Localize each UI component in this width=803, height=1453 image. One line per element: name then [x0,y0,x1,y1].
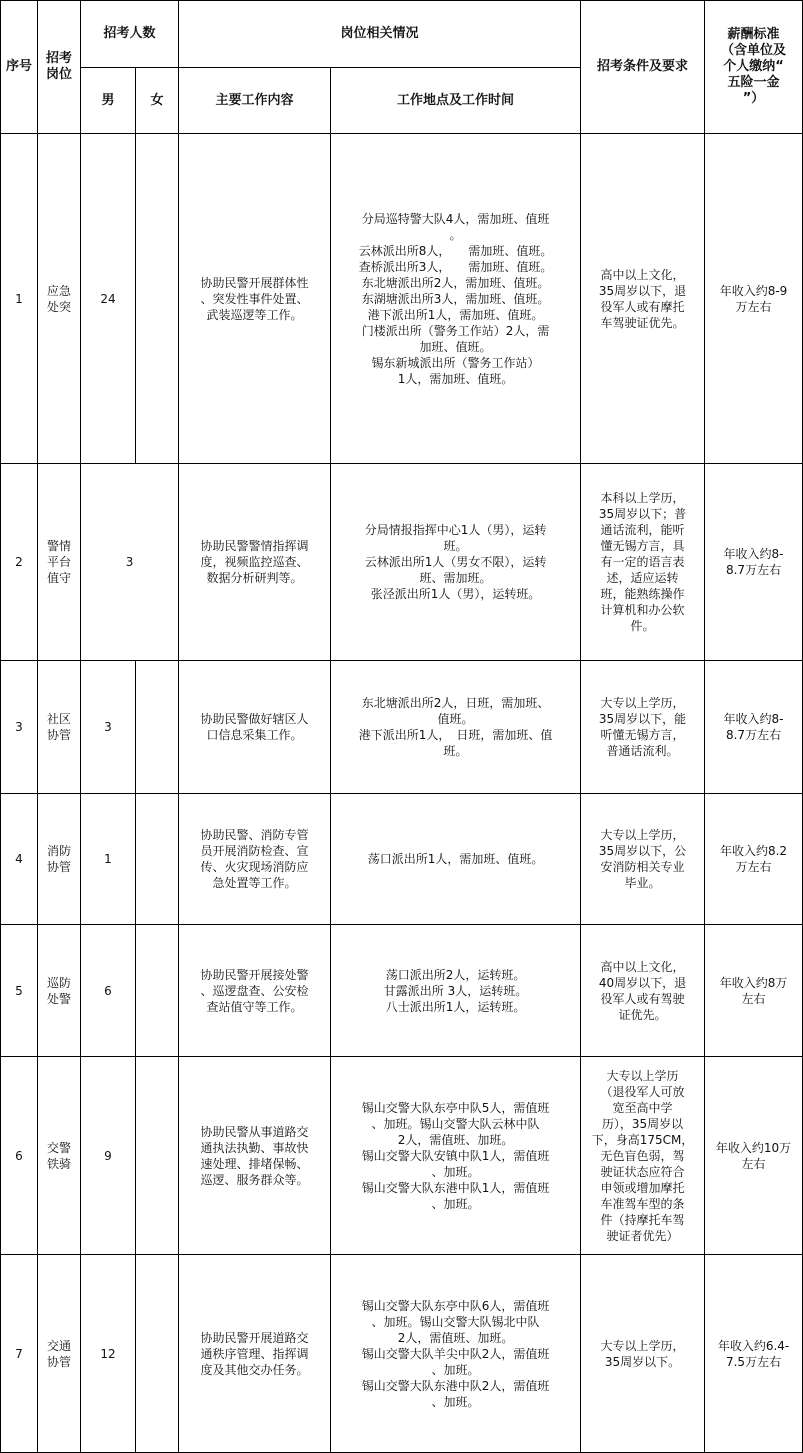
cell-female [136,1255,179,1453]
cell-work: 协助民警开展道路交 通秩序管理、指挥调 度及其他交办任务。 [179,1255,331,1453]
cell-female [136,794,179,925]
cell-place: 分局情报指挥中心1人（男），运转 班。 云林派出所1人（男女不限），运转 班、需加班。 张泾派出所1人（男），运转班。 [331,464,581,661]
cell-post: 巡防 处警 [38,925,81,1057]
cell-place: 荡口派出所1人，需加班、值班。 [331,794,581,925]
cell-work: 协助民警开展接处警 、巡逻盘查、公安检 查站值守等工作。 [179,925,331,1057]
table-row [1,1057,803,1255]
table-row [1,794,803,925]
cell-conditions: 高中以上文化， 35周岁以下，退 役军人或有摩托 车驾驶证优先。 [581,134,705,464]
cell-post: 交通 协管 [38,1255,81,1453]
cell-work: 协助民警开展群体性 、突发性事件处置、 武装巡逻等工作。 [179,134,331,464]
header-related: 岗位相关情况 [179,1,581,68]
cell-post: 社区 协管 [38,661,81,794]
cell-male: 24 [81,134,136,464]
header-seq: 序号 [1,1,38,134]
cell-seq: 3 [1,661,38,794]
table-row [1,464,803,661]
table-row [1,925,803,1057]
header-count: 招考人数 [81,1,179,68]
cell-salary: 年收入约8- 8.7万左右 [705,464,803,661]
cell-seq: 4 [1,794,38,925]
cell-seq: 2 [1,464,38,661]
table-row [1,134,803,464]
table-row [1,661,803,794]
cell-salary: 年收入约6.4- 7.5万左右 [705,1255,803,1453]
cell-post: 交警 铁骑 [38,1057,81,1255]
cell-seq: 1 [1,134,38,464]
cell-post: 消防 协管 [38,794,81,925]
cell-place: 荡口派出所2人，运转班。 甘露派出所 3人，运转班。 八士派出所1人，运转班。 [331,925,581,1057]
cell-conditions: 高中以上文化， 40周岁以下，退 役军人或有驾驶 证优先。 [581,925,705,1057]
cell-work: 协助民警、消防专管 员开展消防检查、宣 传、火灾现场消防应 急处置等工作。 [179,794,331,925]
cell-male: 3 [81,661,136,794]
cell-female [136,1057,179,1255]
cell-salary: 年收入约10万 左右 [705,1057,803,1255]
cell-conditions: 大专以上学历， 35周岁以下。 [581,1255,705,1453]
cell-salary: 年收入约8.2 万左右 [705,794,803,925]
cell-work: 协助民警做好辖区人 口信息采集工作。 [179,661,331,794]
cell-total: 3 [81,464,179,661]
cell-place: 分局巡特警大队4人，需加班、值班 。 云林派出所8人， 需加班、值班。 查桥派出所3人， 需加班、值班。 东北塘派出所2人，需加班、值班。 东湖塘派出所3人，需加班、值班。 港下派出所1人，需加班、值班。 门楼派出所（警务工作站）2人，需 加班、值班。 锡东新城派出所（警务工作站） 1人，需加班、值班。 [331,134,581,464]
cell-male: 9 [81,1057,136,1255]
cell-salary: 年收入约8-9 万左右 [705,134,803,464]
cell-post: 警情 平台 值守 [38,464,81,661]
header-place: 工作地点及工作时间 [331,68,581,134]
cell-conditions: 大专以上学历， 35周岁以下，公 安消防相关专业 毕业。 [581,794,705,925]
cell-work: 协助民警警情指挥调 度，视频监控巡查、 数据分析研判等。 [179,464,331,661]
cell-male: 1 [81,794,136,925]
cell-salary: 年收入约8万 左右 [705,925,803,1057]
cell-female [136,925,179,1057]
header-male: 男 [81,68,136,134]
cell-place: 东北塘派出所2人，日班，需加班、 值班。 港下派出所1人， 日班，需加班、值 班。 [331,661,581,794]
header-work: 主要工作内容 [179,68,331,134]
cell-salary: 年收入约8- 8.7万左右 [705,661,803,794]
cell-place: 锡山交警大队东亭中队6人，需值班 、加班。锡山交警大队锡北中队 2人，需值班、加班。 锡山交警大队羊尖中队2人，需值班 、加班。 锡山交警大队东港中队2人，需值班 、加班。 [331,1255,581,1453]
cell-seq: 7 [1,1255,38,1453]
cell-seq: 6 [1,1057,38,1255]
cell-conditions: 大专以上学历 （退役军人可放 宽至高中学 历），35周岁以 下，身高175CM， 无色盲色弱，驾 驶证状态应符合 申领或增加摩托 车准驾车型的条 件（持摩托车驾 驶证者优先） [581,1057,705,1255]
cell-male: 6 [81,925,136,1057]
cell-post: 应急 处突 [38,134,81,464]
cell-place: 锡山交警大队东亭中队5人，需值班 、加班。锡山交警大队云林中队 2人，需值班、加班。 锡山交警大队安镇中队1人，需值班 、加班。 锡山交警大队东港中队1人，需值班 、加班。 [331,1057,581,1255]
cell-seq: 5 [1,925,38,1057]
header-female: 女 [136,68,179,134]
cell-work: 协助民警从事道路交 通执法执勤、事故快 速处理、排堵保畅、 巡逻、服务群众等。 [179,1057,331,1255]
header-salary: 薪酬标准 （含单位及 个人缴纳“ 五险一金 ”） [705,1,803,134]
table-row [1,1255,803,1453]
header-conditions: 招考条件及要求 [581,1,705,134]
cell-female [136,661,179,794]
cell-female [136,134,179,464]
header-post: 招考 岗位 [38,1,81,134]
cell-male: 12 [81,1255,136,1453]
cell-conditions: 大专以上学历， 35周岁以下，能 听懂无锡方言， 普通话流利。 [581,661,705,794]
cell-conditions: 本科以上学历， 35周岁以下；普 通话流利，能听 懂无锡方言，具 有一定的语言表 述，适应运转 班，能熟练操作 计算机和办公软 件。 [581,464,705,661]
